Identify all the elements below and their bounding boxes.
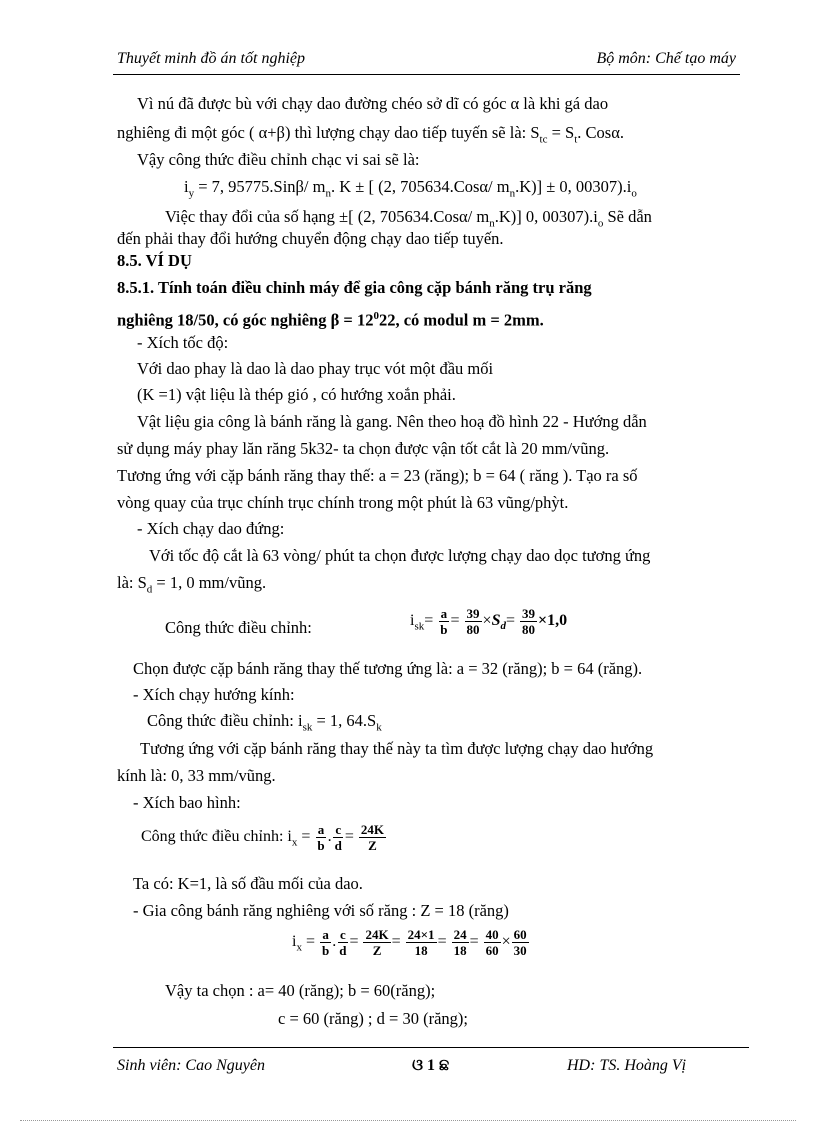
formula-vertical-feed: $i_{sk}=$ $\frac{a}{b}$ = $\frac{39}{80}$ $\times S_d=$ $\frac{39}{80}$ ×1,0: [410, 606, 568, 637]
page-edge: [20, 1120, 796, 1121]
paragraph-line: Vậy công thức điều chỉnh chạc vi sai sẽ là:: [137, 150, 420, 169]
subsection-heading: nghiêng 18/50, có góc nghiêng $\beta = 12^022$, có modul m = 2mm.: [117, 310, 544, 330]
paragraph-line: kính là: 0, 33 mm/vũng.: [117, 766, 276, 785]
header-title: Thuyết minh đồ án tốt nghiệp: [117, 50, 305, 67]
paragraph-line: sử dụng máy phay lăn răng 5k32- ta chọn được vận tốt cắt là 20 mm/vũng.: [117, 439, 610, 458]
section-heading: 8.5. VÍ DỤ: [117, 251, 192, 270]
paragraph-line: đến phải thay đổi hướng chuyển động chạy dao tiếp tuyến.: [117, 229, 504, 248]
subsection-heading: 8.5.1. Tính toán điều chỉnh máy để gia công cặp bánh răng trụ răng: [117, 278, 592, 297]
header-rule: [113, 74, 740, 75]
paragraph-line: là: $S_d = 1$, 0 mm/vũng.: [117, 573, 267, 596]
paragraph-line: c = 60 (răng) ; d = 30 (răng);: [278, 1009, 468, 1028]
item-heading: - Xích bao hình:: [133, 793, 241, 812]
paragraph-line: Tương ứng với cặp bánh răng thay thế này ta tìm được lượng chạy dao hướng: [140, 739, 654, 758]
paragraph-line: (K =1) vật liệu là thép gió , có hướng xoắn phải.: [137, 385, 456, 404]
footer-advisor: HD: TS. Hoàng Vị: [567, 1057, 687, 1074]
item-heading: - Xích chạy dao đứng:: [137, 519, 285, 538]
paragraph-line: Vì nú đã được bù với chạy dao đường chéo sở dĩ có góc α là khi gá dao: [137, 94, 609, 113]
paragraph-line: vòng quay của trục chính trục chính trong một phút là 63 vũng/phỳt.: [117, 493, 569, 512]
paragraph-line: Ta có: K=1, là số đầu mối của dao.: [133, 874, 363, 893]
header-department: Bộ môn: Chế tạo máy: [596, 50, 736, 67]
paragraph-line: Vậy ta chọn : a= 40 (răng); b = 60(răng);: [165, 981, 436, 1000]
paragraph-line: Với dao phay là dao là dao phay trục vót một đầu mối: [137, 359, 494, 378]
formula-radial-feed: Công thức điều chỉnh: $i_{sk} = 1$, $64.S_k$: [147, 711, 382, 734]
footer-student: Sinh viên: Cao Nguyên: [117, 1057, 265, 1074]
item-heading: - Xích chạy hướng kính:: [133, 685, 295, 704]
item-heading: - Gia công bánh răng nghiêng với số răng : Z = 18 (răng): [133, 901, 509, 920]
item-heading: - Xích tốc độ:: [137, 333, 229, 352]
formula-label: Công thức điều chỉnh:: [165, 618, 312, 637]
footer-rule: [113, 1047, 749, 1048]
paragraph-line: Vật liệu gia công là bánh răng là gang. Nên theo hoạ đồ hình 22 - Hướng dẫn: [137, 412, 647, 431]
page-number: ଓ 1 ଛ: [412, 1057, 450, 1074]
paragraph-line: Việc thay đổi của số hạng ±[ (2, 705634.Cosα/ $m_n.K$)] 0, $00307).i_o$ Sẽ dẫn: [165, 207, 652, 230]
paragraph-line: Chọn được cặp bánh răng thay thế tương ứng là: a = 32 (răng); b = 64 (răng).: [133, 659, 643, 678]
paragraph-line: Với tốc độ cắt là 63 vòng/ phút ta chọn được lượng chạy dao dọc tương ứng: [149, 546, 651, 565]
formula-generating-chain: Công thức điều chỉnh: $i_x$ = $\frac{a}{b}$ . $\frac{c}{d}$ = $\frac{24K}{Z}$: [141, 822, 385, 853]
paragraph-line: Tương ứng với cặp bánh răng thay thế: a = 23 (răng); b = 64 ( răng ). Tạo ra số: [117, 466, 638, 485]
paragraph-line: nghiêng đi một góc ( α+β) thì lượng chạy dao tiếp tuyến sẽ là: $S_{tc} = S_t$. Cosα.: [117, 123, 624, 146]
formula-diff-chain: $i_y = 7$, 95775.Sinβ/ $m_n$. K ± [ (2, 705634.Cosα/ $m_n.K)] \pm 0$, $00307).i_o$: [184, 177, 637, 200]
formula-gear-ratio: $i_x$ = $\frac{a}{b}$ . $\frac{c}{d}$ = $\frac{24K}{Z}$ = $\frac{24\times 1}{18}$ = $\frac{24}{18}$ = $\frac{40}{60}$ × $\frac{60}{30}$: [292, 927, 527, 958]
